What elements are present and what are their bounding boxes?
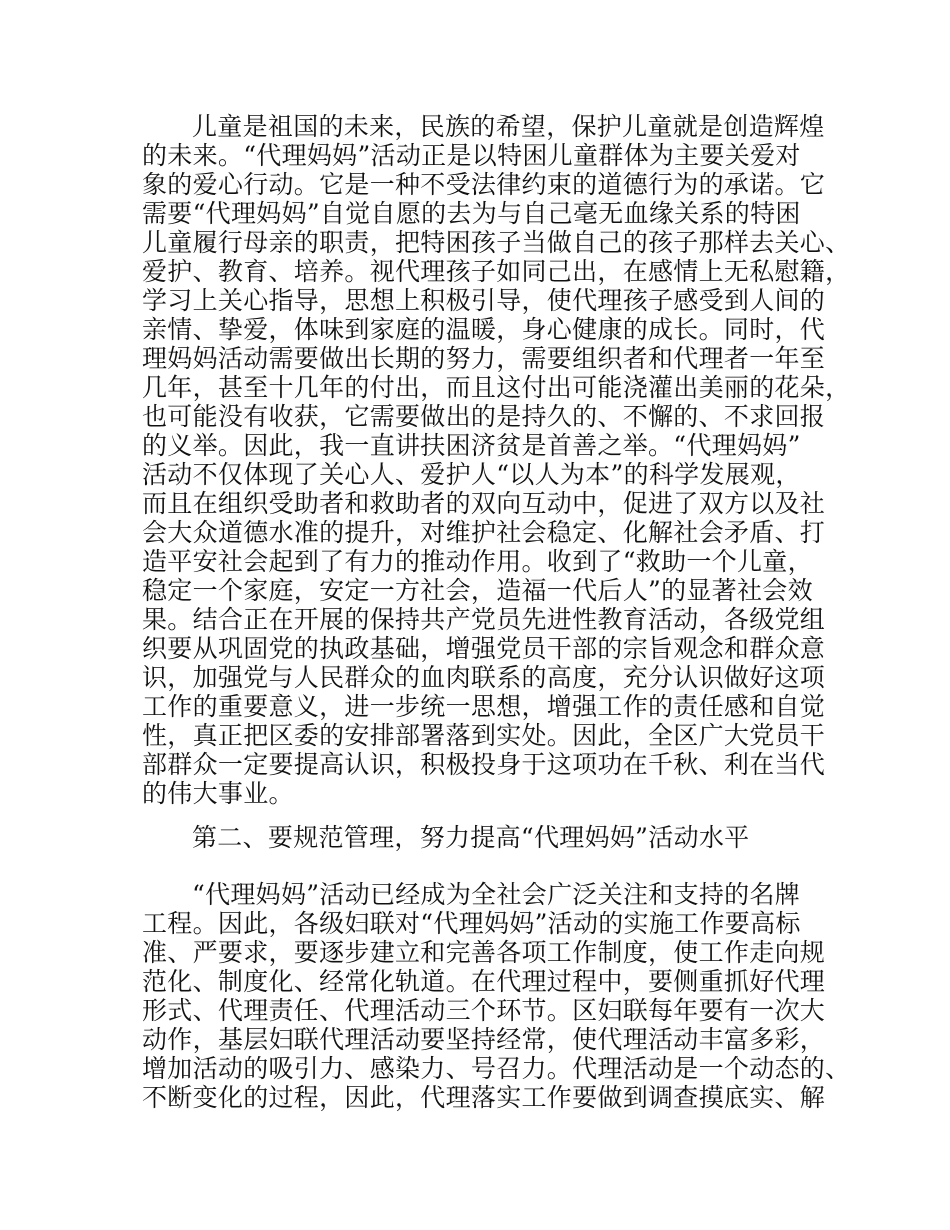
- text-line: 性，真正把区委的安排部署落到实处。因此，全区广大党员干: [142, 721, 826, 750]
- text-line: 的伟大事业。: [142, 779, 294, 808]
- text-line: 部群众一定要提高认识，积极投身于这项功在千秋、利在当代: [142, 750, 826, 779]
- text-line: 也可能没有收获，它需要做出的是持久的、不懈的、不求回报: [142, 402, 826, 431]
- text-line: 亲情、挚爱，体味到家庭的温暖，身心健康的成长。同时，代: [142, 315, 826, 344]
- text-line: 会大众道德水准的提升，对维护社会稳定、化解社会矛盾、打: [142, 518, 826, 547]
- text-line: 工作的重要意义，进一步统一思想，增强工作的责任感和自觉: [142, 692, 826, 721]
- text-line: 形式、代理责任、代理活动三个环节。区妇联每年要有一次大: [142, 996, 826, 1025]
- paragraph-2: [142, 880, 851, 1112]
- text-line: 爱护、教育、培养。视代理孩子如同己出，在感情上无私慰籍，: [142, 257, 851, 286]
- text-line: 的义举。因此，我一直讲扶困济贫是首善之举。“代理妈妈”: [142, 431, 801, 460]
- text-line: 需要“代理妈妈”自觉自愿的去为与自己毫无血缘关系的特困: [142, 199, 801, 228]
- text-line: 几年，甚至十几年的付出，而且这付出可能浇灌出美丽的花朵，: [142, 373, 851, 402]
- text-line: 识，加强党与人民群众的血肉联系的高度，充分认识做好这项: [142, 663, 826, 692]
- text-line: 稳定一个家庭，安定一方社会，造福一代后人”的显著社会效: [142, 576, 813, 605]
- text-line: 增加活动的吸引力、感染力、号召力。代理活动是一个动态的、: [142, 1054, 851, 1083]
- text-line: 理妈妈活动需要做出长期的努力，需要组织者和代理者一年至: [142, 344, 826, 373]
- text-line: 儿童是祖国的未来，民族的希望，保护儿童就是创造辉煌: [192, 112, 825, 141]
- text-line: 不断变化的过程，因此，代理落实工作要做到调查摸底实、解: [142, 1083, 826, 1112]
- text-line: 动作，基层妇联代理活动要坚持经常，使代理活动丰富多彩，: [142, 1025, 826, 1054]
- section-heading-2: [142, 823, 822, 852]
- section-heading-text: 第二、要规范管理，努力提高“代理妈妈”活动水平: [192, 823, 750, 852]
- text-line: 象的爱心行动。它是一种不受法律约束的道德行为的承诺。它: [142, 170, 826, 199]
- text-line: 果。结合正在开展的保持共产党员先进性教育活动，各级党组: [142, 605, 826, 634]
- text-line: 准、严要求，要逐步建立和完善各项工作制度，使工作走向规: [142, 938, 826, 967]
- text-line: 的未来。“代理妈妈”活动正是以特困儿童群体为主要关爱对: [142, 141, 801, 170]
- text-line: 工程。因此，各级妇联对“代理妈妈”活动的实施工作要高标: [142, 909, 801, 938]
- text-line: 范化、制度化、经常化轨道。在代理过程中，要侧重抓好代理: [142, 967, 826, 996]
- text-line: 造平安社会起到了有力的推动作用。收到了“救助一个儿童，: [142, 547, 813, 576]
- text-line: “代理妈妈”活动已经成为全社会广泛关注和支持的名牌: [192, 880, 801, 909]
- paragraph-1: [142, 112, 851, 808]
- text-line: 儿童履行母亲的职责，把特困孩子当做自己的孩子那样去关心、: [142, 228, 851, 257]
- text-line: 活动不仅体现了关心人、爱护人“以人为本”的科学发展观，: [142, 460, 801, 489]
- text-line: 而且在组织受助者和救助者的双向互动中，促进了双方以及社: [142, 489, 826, 518]
- text-line: 学习上关心指导，思想上积极引导，使代理孩子感受到人间的: [142, 286, 826, 315]
- text-line: 织要从巩固党的执政基础，增强党员干部的宗旨观念和群众意: [142, 634, 826, 663]
